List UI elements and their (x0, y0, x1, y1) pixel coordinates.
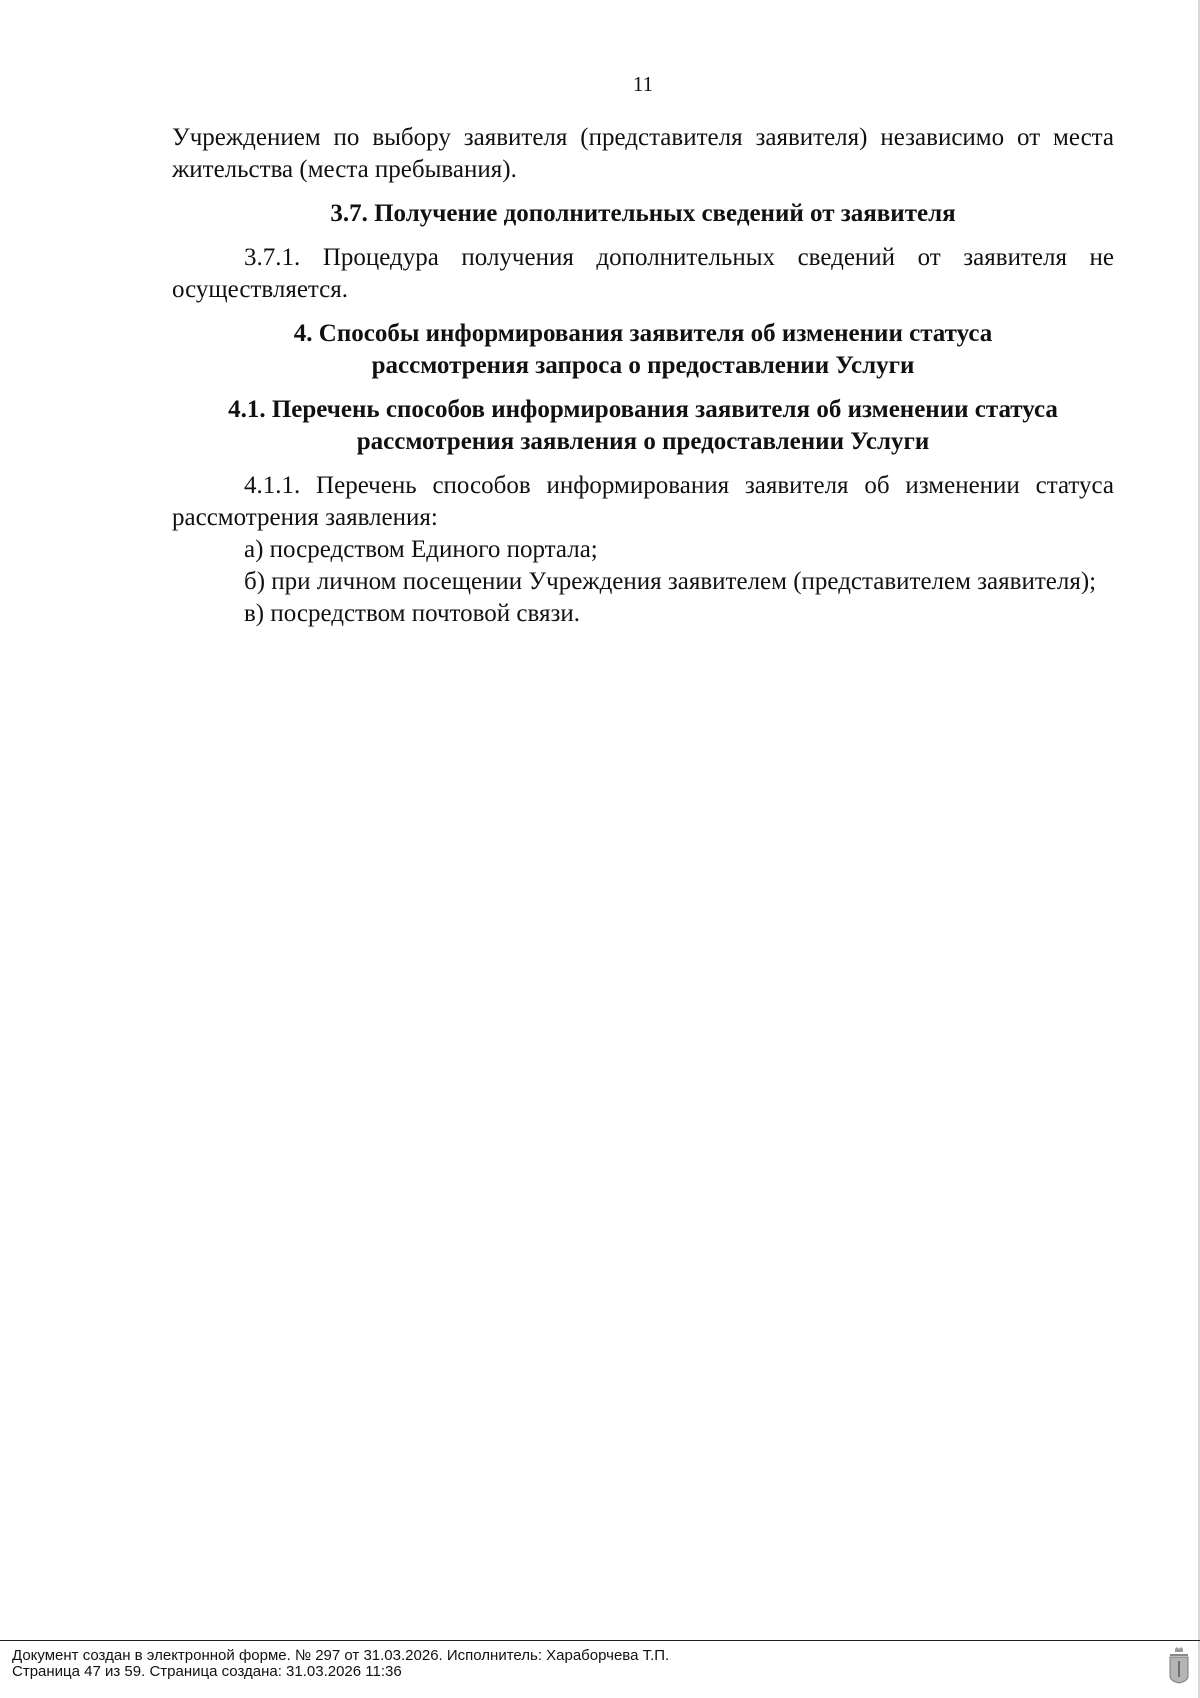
list-item-c: в) посредством почтовой связи. (244, 600, 580, 627)
footer-line-1: Документ создан в электронной форме. № 297 от 31.03.2026. Исполнитель: Хараборчева Т.П. (12, 1647, 670, 1664)
section-heading-3-7: 3.7. Получение дополнительных сведений от заявителя (330, 200, 956, 227)
paragraph-3-7-1: 3.7.1. Процедура получения дополнительных сведений от заявителя не осуществляется. (172, 244, 1114, 303)
footer-line-2: Страница 47 из 59. Страница создана: 31.03.2026 11:36 (12, 1663, 402, 1680)
list-item-a: а) посредством Единого портала; (244, 536, 598, 563)
section-heading-4-1 (172, 394, 1114, 458)
section-heading-4-1-line-2: рассмотрения заявления о предоставлении Услуги (356, 428, 930, 455)
section-heading-4-line-1: 4. Способы информирования заявителя об изменении статуса (293, 320, 993, 347)
section-heading-4-line-2: рассмотрения запроса о предоставлении Услуги (371, 352, 915, 379)
section-heading-4 (172, 318, 1114, 382)
coat-of-arms-icon (1168, 1646, 1190, 1684)
list-item-b: б) при личном посещении Учреждения заявителем (представителем заявителя); (244, 568, 1097, 595)
section-heading-4-1-line-1: 4.1. Перечень способов информирования заявителя об изменении статуса (228, 396, 1058, 423)
paragraph-4-1-1: 4.1.1. Перечень способов информирования заявителя об изменении статуса рассмотрения заявления: (172, 472, 1114, 531)
footer-stamp (12, 1648, 669, 1680)
paragraph-continuation: Учреждением по выбору заявителя (представителя заявителя) независимо от места жительства (места пребывания). (172, 124, 1114, 183)
page-number: 11 (632, 72, 654, 96)
footer-divider (0, 1640, 1200, 1641)
document-body (172, 122, 1114, 630)
